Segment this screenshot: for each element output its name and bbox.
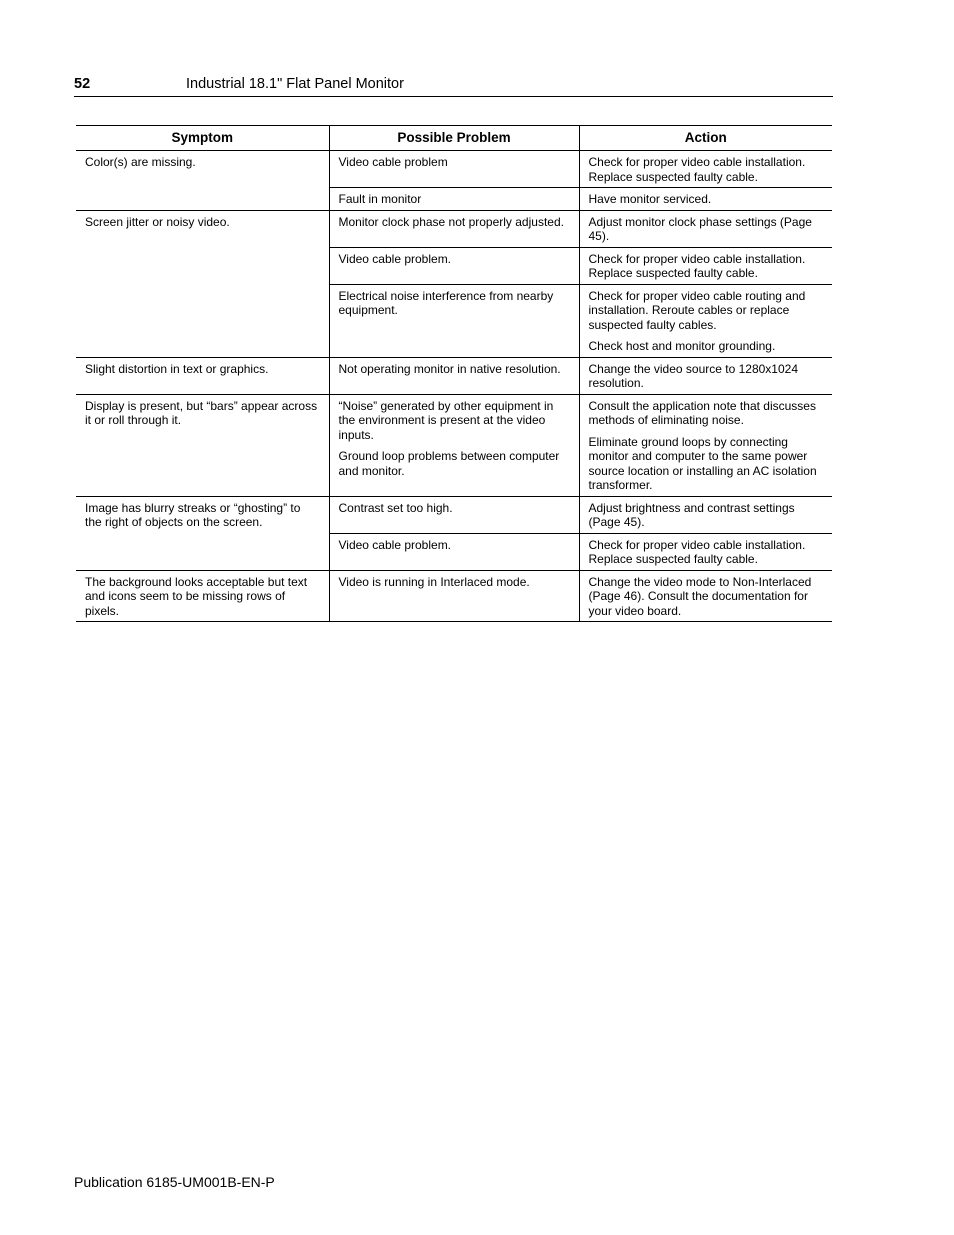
- problem-cell: [329, 247, 579, 284]
- action-text: Change the video source to 1280x1024 resolution.: [588, 361, 798, 390]
- action-text: Consult the application note that discusses methods of eliminating noise.: [588, 398, 816, 427]
- symptom-cell: Image has blurry streaks or “ghosting” to the right of objects on the screen.: [76, 496, 329, 570]
- table-row: [76, 570, 832, 622]
- problem-text: Video cable problem.: [338, 537, 452, 552]
- problem-cell: [329, 210, 579, 247]
- action-cell: [579, 357, 832, 394]
- action-text: Check for proper video cable installation. Replace suspected faulty cable.: [588, 537, 806, 566]
- problem-text: Video cable problem: [338, 155, 448, 169]
- column-header-action: Action: [579, 126, 832, 151]
- action-cell: [579, 284, 832, 357]
- symptom-cell: Screen jitter or noisy video.: [76, 210, 329, 357]
- action-text: Check host and monitor grounding.: [588, 339, 776, 353]
- problem-text: Electrical noise interference from nearby equipment.: [338, 288, 554, 317]
- problem-text: Video cable problem.: [338, 251, 452, 266]
- problem-text: Fault in monitor: [338, 192, 422, 206]
- action-cell: [579, 496, 832, 533]
- table-row: [76, 357, 832, 394]
- table-row: [76, 151, 832, 188]
- problem-cell: [329, 394, 579, 496]
- table-row: [76, 394, 832, 496]
- problem-cell: [329, 188, 579, 211]
- action-text: Eliminate ground loops by connecting monitor and computer to the same power source location or installing an AC isolation transformer.: [588, 434, 817, 492]
- page-number: 52: [74, 76, 91, 92]
- problem-text: Video is running in Interlaced mode.: [338, 574, 530, 589]
- table-header-row: [76, 126, 832, 151]
- problem-text: Ground loop problems between computer and monitor.: [338, 449, 560, 478]
- action-cell: [579, 533, 832, 570]
- problem-text: Not operating monitor in native resolution.: [338, 361, 561, 376]
- action-cell: [579, 188, 832, 211]
- document-title: Industrial 18.1" Flat Panel Monitor: [186, 76, 404, 92]
- problem-cell: [329, 496, 579, 533]
- action-cell: [579, 151, 832, 188]
- action-cell: [579, 394, 832, 496]
- problem-cell: [329, 533, 579, 570]
- problem-cell: [329, 357, 579, 394]
- action-text: Check for proper video cable installation. Replace suspected faulty cable.: [588, 251, 806, 280]
- symptom-cell: The background looks acceptable but text and icons seem to be missing rows of pixels.: [76, 570, 329, 622]
- symptom-cell: Display is present, but “bars” appear across it or roll through it.: [76, 394, 329, 496]
- action-text: Check for proper video cable routing and installation. Reroute cables or replace suspected faulty cables.: [588, 288, 806, 332]
- column-header-symptom: Symptom: [76, 126, 329, 151]
- symptom-cell: Color(s) are missing.: [76, 151, 329, 211]
- action-text: Have monitor serviced.: [588, 192, 712, 206]
- column-header-possible-problem: Possible Problem: [329, 126, 579, 151]
- action-cell: [579, 570, 832, 622]
- publication-footer: Publication 6185-UM001B-EN-P: [74, 1174, 275, 1190]
- problem-cell: [329, 151, 579, 188]
- table-row: [76, 496, 832, 533]
- problem-text: “Noise” generated by other equipment in the environment is present at the video inputs.: [338, 398, 554, 442]
- problem-text: Monitor clock phase not properly adjusted.: [338, 214, 564, 229]
- action-cell: [579, 210, 832, 247]
- symptom-cell: Slight distortion in text or graphics.: [76, 357, 329, 394]
- action-text: Change the video mode to Non-Interlaced (Page 46). Consult the documentation for your video board.: [588, 574, 812, 618]
- troubleshooting-table: [76, 125, 832, 622]
- table-row: [76, 210, 832, 247]
- action-cell: [579, 247, 832, 284]
- problem-cell: [329, 570, 579, 622]
- action-text: Check for proper video cable installation. Replace suspected faulty cable.: [588, 155, 806, 184]
- action-text: Adjust brightness and contrast settings (Page 45).: [588, 500, 795, 529]
- action-text: Adjust monitor clock phase settings (Page 45).: [588, 214, 812, 243]
- problem-cell: [329, 284, 579, 357]
- problem-text: Contrast set too high.: [338, 500, 453, 515]
- page-header: [74, 76, 833, 97]
